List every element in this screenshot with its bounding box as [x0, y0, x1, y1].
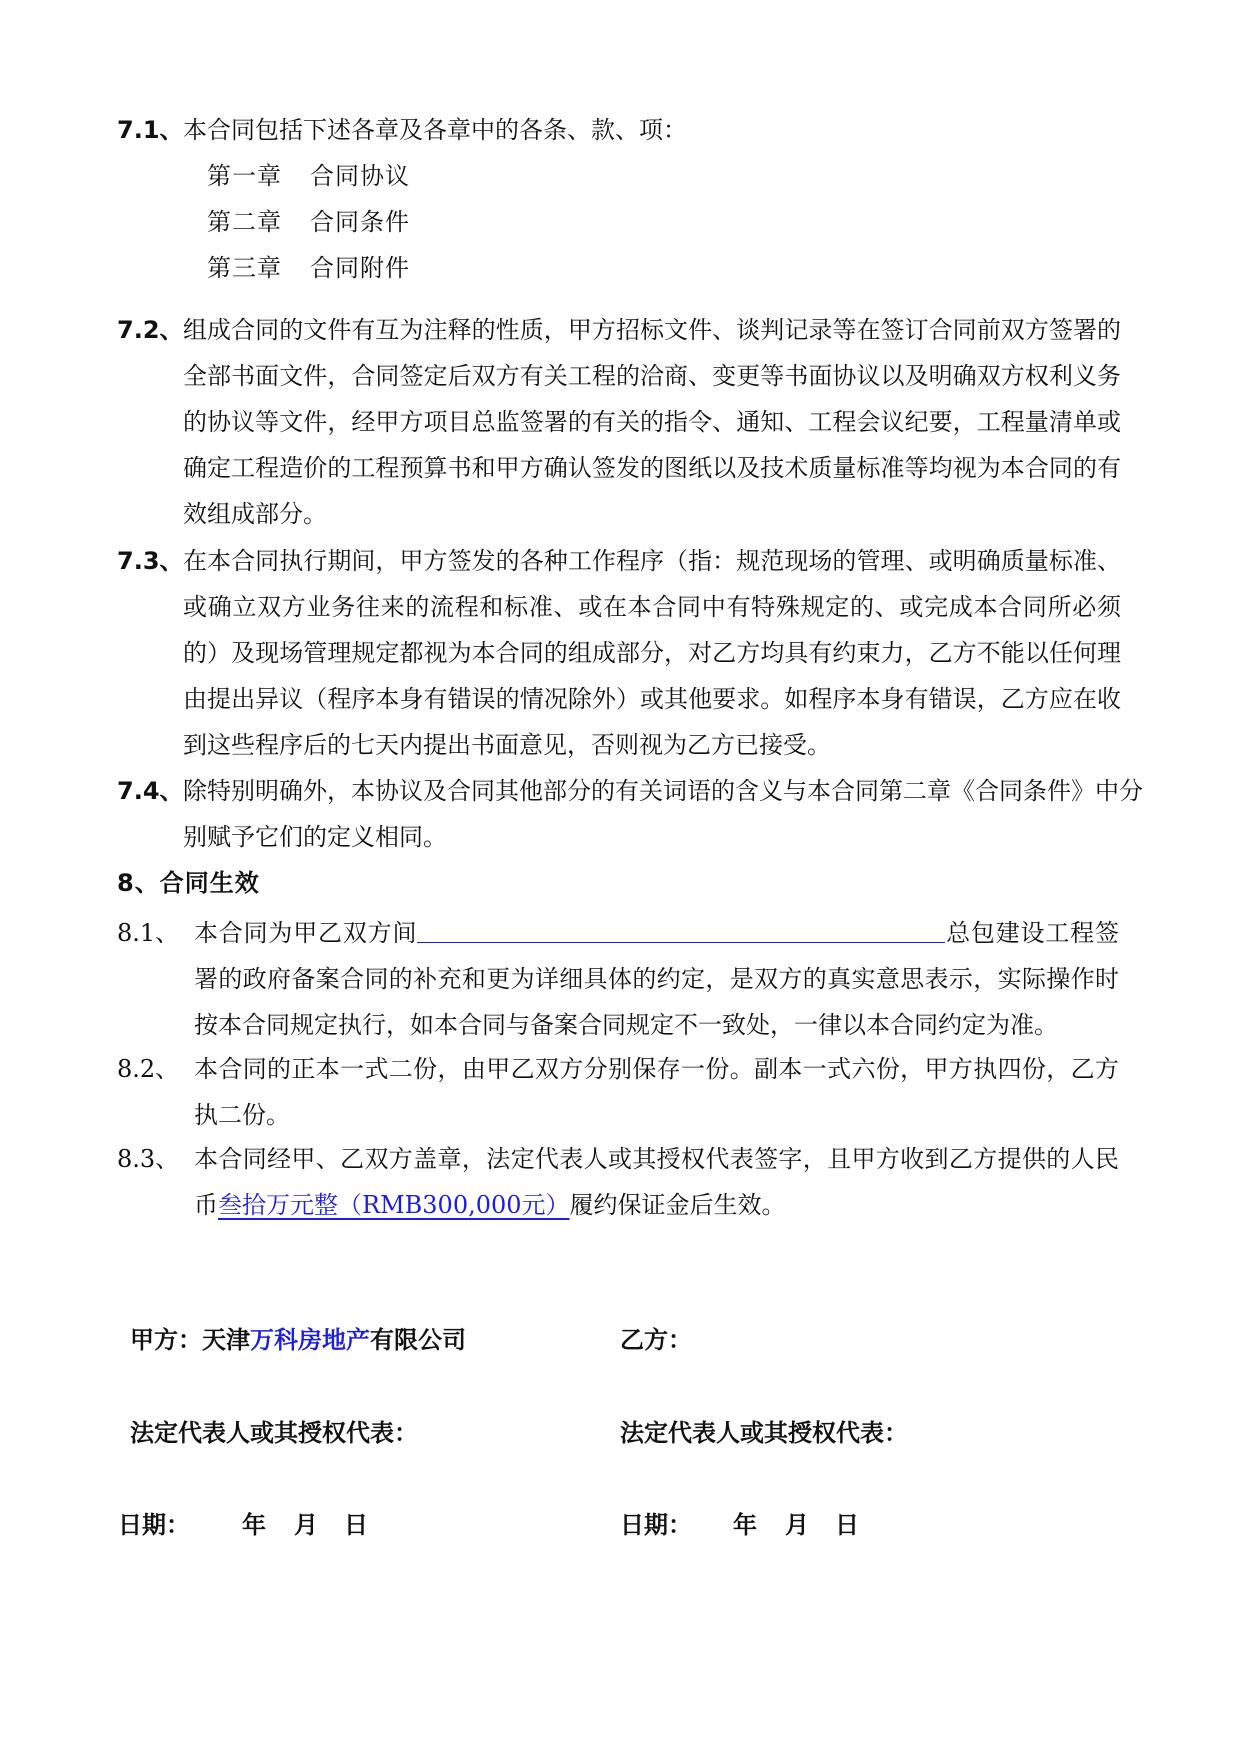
clause-8-3-text — [194, 1136, 1119, 1228]
chapter-3 — [207, 245, 410, 291]
party-a — [130, 1320, 466, 1360]
party-a-representative: 法定代表人或其授权代表： — [130, 1419, 418, 1447]
clause-7-4-number: 7.4、 — [117, 777, 184, 805]
clause-7-2-number: 7.2、 — [117, 316, 184, 344]
chapter-1-no: 第一章 — [207, 162, 282, 190]
party-b-date-year: 年 — [733, 1511, 757, 1539]
party-a-name-prefix: 天津 — [202, 1326, 250, 1354]
clause-8-1-number: 8.1、 — [117, 919, 180, 947]
deposit-amount: 叁拾万元整（RMB300,000元） — [218, 1191, 570, 1219]
chapter-2-title: 合同条件 — [310, 208, 410, 236]
clause-8-3-before: 本合同经甲、乙双方盖章，法定代表人或其授权代表签字，且甲方收到乙方提供的人民币 — [194, 1145, 1119, 1219]
clause-8-3-number: 8.3、 — [117, 1145, 180, 1173]
party-b-date-label: 日期： — [620, 1511, 692, 1539]
clause-8-1-after: 总包建设工程签署的政府备案合同的补充和更为详细具体的约定，是双方的真实意思表示，实际操作时按本合同规定执行，如本合同与备案合同规定不一致处，一律以本合同约定为准。 — [194, 919, 1119, 1039]
chapter-1-title: 合同协议 — [310, 162, 410, 190]
party-a-date-month: 月 — [294, 1511, 318, 1539]
party-a-date-day: 日 — [344, 1511, 368, 1539]
party-b-date-day: 日 — [835, 1511, 859, 1539]
clause-7-4-text: 除特别明确外，本协议及合同其他部分的有关词语的含义与本合同第二章《合同条件》中分别赋予它们的定义相同。 — [183, 777, 1143, 851]
chapter-2 — [207, 199, 410, 245]
section-8-heading: 8、合同生效 — [117, 869, 260, 897]
clause-8-2-text: 本合同的正本一式二份，由甲乙双方分别保存一份。副本一式六份，甲方执四份，乙方执二份。 — [194, 1055, 1119, 1129]
clause-8-3-after: 履约保证金后生效。 — [569, 1191, 786, 1219]
clause-7-3-number: 7.3、 — [117, 547, 184, 575]
clause-7-1-number: 7.1、 — [117, 116, 184, 144]
chapter-2-no: 第二章 — [207, 208, 282, 236]
project-name-blank[interactable] — [417, 912, 945, 943]
party-a-label: 甲方： — [130, 1326, 202, 1354]
chapter-3-title: 合同附件 — [310, 254, 410, 282]
party-a-date — [118, 1505, 538, 1545]
clause-8-1-before: 本合同为甲乙双方间 — [194, 919, 418, 947]
party-a-date-year: 年 — [242, 1511, 266, 1539]
party-b-date — [620, 1505, 1040, 1545]
party-a-name-highlight: 万科房地产 — [250, 1326, 370, 1354]
clause-8-2-number: 8.2、 — [117, 1055, 180, 1083]
party-b — [620, 1320, 692, 1360]
party-b-representative: 法定代表人或其授权代表： — [620, 1419, 908, 1447]
chapter-3-no: 第三章 — [207, 254, 282, 282]
clause-7-3-text: 在本合同执行期间，甲方签发的各种工作程序（指：规范现场的管理、或明确质量标准、或确立双方业务往来的流程和标准、或在本合同中有特殊规定的、或完成本合同所必须的）及现场管理规定都视为本合同的组成部分，对乙方均具有约束力，乙方不能以任何理由提出异议（程序本身有错误的情况除外）或其他要求。如程序本身有错误，乙方应在收到这些程序后的七天内提出书面意见，否则视为乙方已接受。 — [183, 547, 1121, 759]
party-b-label: 乙方： — [620, 1326, 692, 1354]
clause-7-1-text: 本合同包括下述各章及各章中的各条、款、项： — [183, 116, 687, 144]
party-a-date-label: 日期： — [118, 1511, 190, 1539]
clause-7-2-text: 组成合同的文件有互为注释的性质，甲方招标文件、谈判记录等在签订合同前双方签署的全部书面文件，合同签定后双方有关工程的洽商、变更等书面协议以及明确双方权利义务的协议等文件，经甲方项目总监签署的有关的指令、通知、工程会议纪要，工程量清单或确定工程造价的工程预算书和甲方确认签发的图纸以及技术质量标准等均视为本合同的有效组成部分。 — [183, 316, 1121, 528]
clause-8-1-text — [194, 910, 1119, 1048]
party-b-date-month: 月 — [785, 1511, 809, 1539]
chapter-1 — [207, 153, 410, 199]
party-a-name-suffix: 有限公司 — [370, 1326, 466, 1354]
